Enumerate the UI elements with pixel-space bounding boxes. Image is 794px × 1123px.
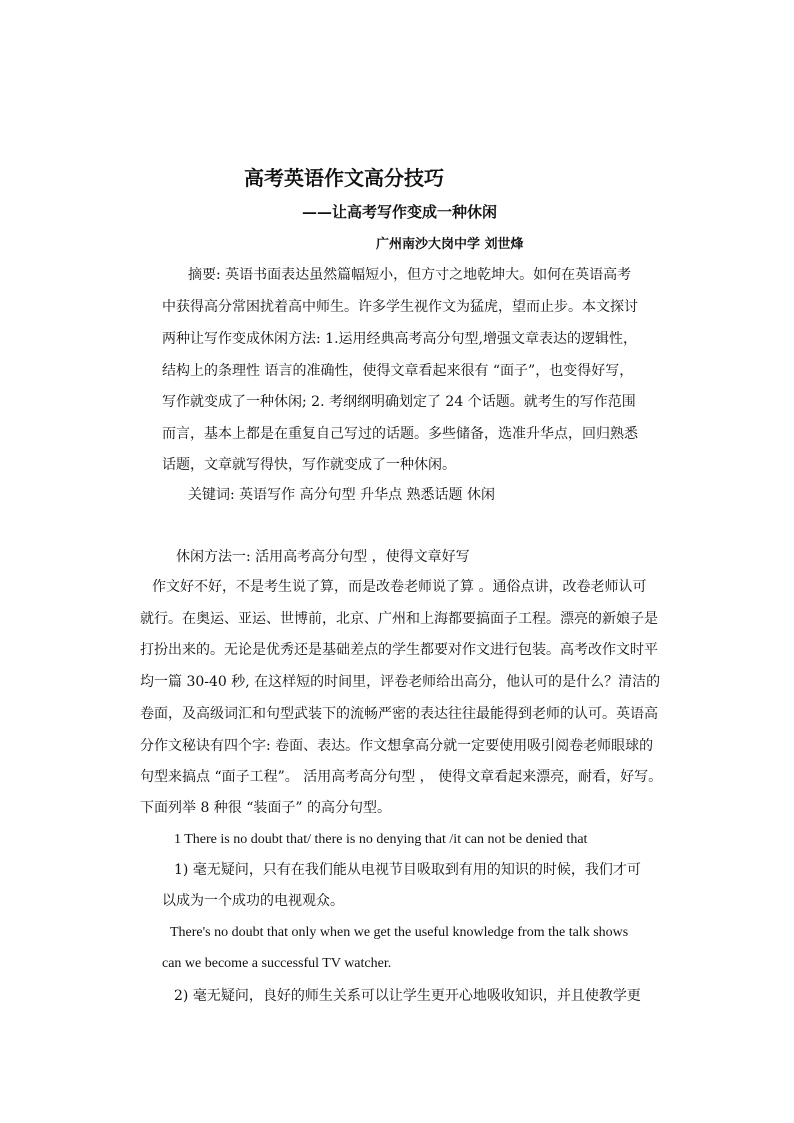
abstract-line: 两种让写作变成休闲方法: 1.运用经典高考高分句型,增强文章表达的逻辑性，: [162, 331, 637, 347]
example-en-line: can we become a successful TV watcher.: [162, 956, 392, 971]
sentence-pattern: 1 There is no doubt that/ there is no denying that /it can not be denied that: [174, 832, 588, 847]
body-line: 卷面，及高级词汇和句型武装下的流畅严密的表达往往最能得到老师的认可。英语高: [140, 706, 658, 722]
author-line: 广州南沙大岗中学 刘世烽: [376, 237, 524, 252]
example-en-line: There's no doubt that only when we get the useful knowledge from the talk shows: [170, 925, 629, 940]
body-line: 句型来搞点 “面子工程”。 活用高考高分句型 ， 使得文章看起来漂亮，耐看，好写。: [140, 769, 663, 785]
abstract-line: 话题，文章就写得快，写作就变成了一种休闲。: [162, 457, 456, 473]
body-line: 下面列举 8 种很 “装面子” 的高分句型。: [140, 800, 392, 816]
abstract-line: 摘要: 英语书面表达虽然篇幅短小，但方寸之地乾坤大。如何在英语高考: [188, 267, 632, 283]
example-cn-line: 2) 毫无疑问，良好的师生关系可以让学生更开心地吸收知识，并且使教学更: [174, 988, 641, 1004]
body-line: 作文好不好，不是考生说了算，而是改卷老师说了算 。通俗点讲，改卷老师认可: [152, 579, 647, 595]
keywords-line: 关键词: 英语写作 高分句型 升华点 熟悉话题 休闲: [188, 487, 495, 503]
abstract-line: 而言，基本上都是在重复自己写过的话题。多些储备，选准升华点，回归熟悉: [162, 426, 638, 442]
body-line: 打扮出来的。无论是优秀还是基础差点的学生都要对作文进行包装。高考改作文时平: [140, 642, 658, 658]
example-cn-line: 以成为一个成功的电视观众。: [162, 893, 344, 909]
body-line: 均一篇 30-40 秒, 在这样短的时间里，评卷老师给出高分，他认可的是什么？清洁的: [140, 674, 661, 690]
body-line: 分作文秘诀有四个字: 卷面、表达。作文想拿高分就一定要使用吸引阅卷老师眼球的: [140, 738, 654, 754]
body-line: 就行。在奥运、亚运、世博前，北京、广州和上海都要搞面子工程。漂亮的新娘子是: [140, 611, 658, 627]
section-heading: 休闲方法一: 活用高考高分句型 ，使得文章好写: [176, 549, 470, 565]
abstract-line: 中获得高分常困扰着高中师生。许多学生视作文为猛虎，望而止步。本文探讨: [162, 299, 638, 315]
document-subtitle: ——让高考写作变成一种休闲: [302, 203, 498, 221]
document-title: 高考英语作文高分技巧: [244, 166, 444, 190]
abstract-line: 结构上的条理性 语言的准确性，使得文章看起来很有 “面子”，也变得好写，: [162, 363, 634, 379]
example-cn-line: 1) 毫无疑问，只有在我们能从电视节目吸取到有用的知识的时候，我们才可: [174, 862, 641, 878]
abstract-line: 写作就变成了一种休闲; 2. 考纲纲明确划定了 24 个话题。就考生的写作范围: [162, 394, 636, 410]
